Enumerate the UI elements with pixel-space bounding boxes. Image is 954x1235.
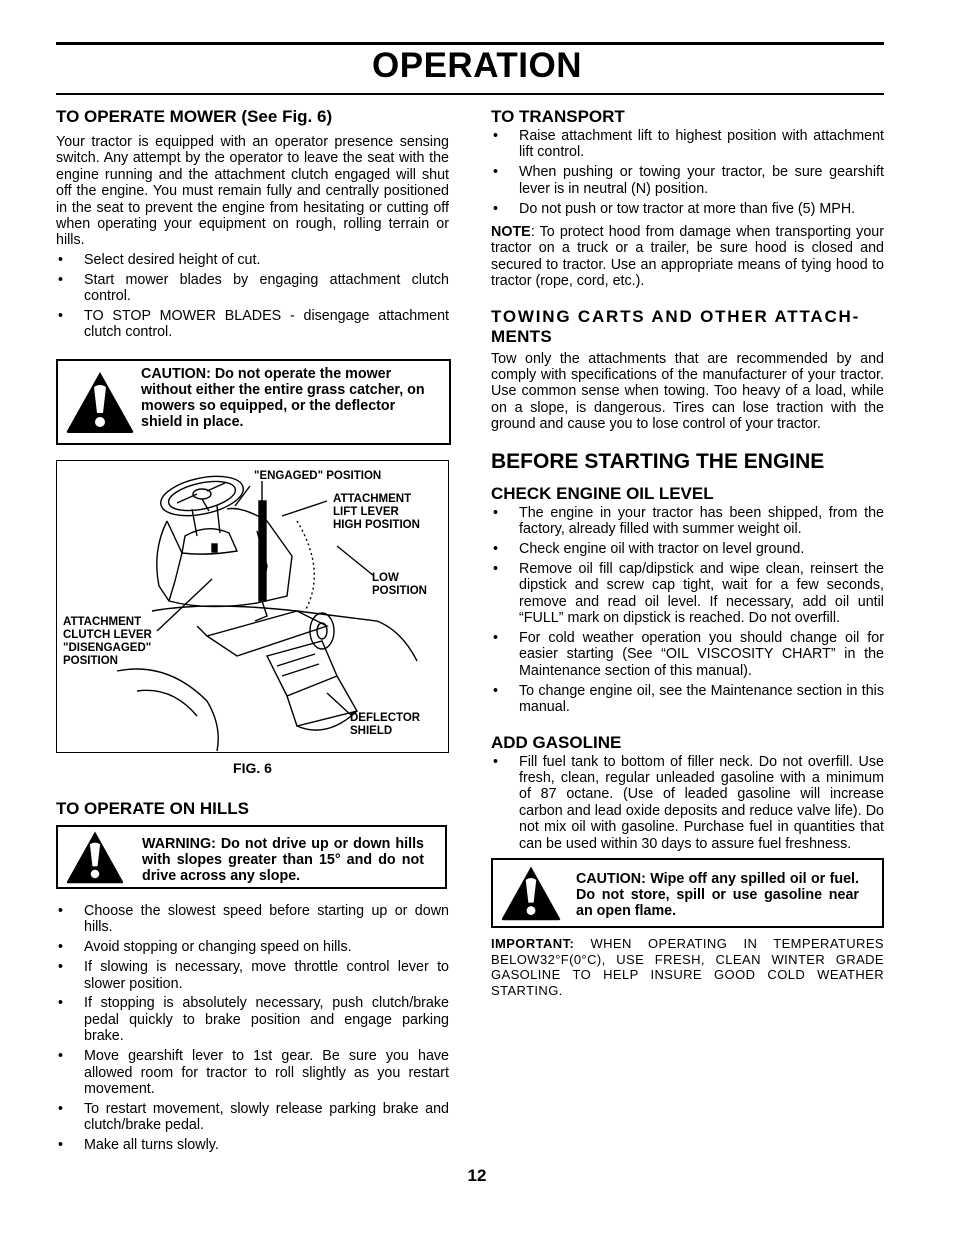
list-item: • Check engine oil with tractor on level ground. xyxy=(491,541,884,557)
label-clutch-line3: "DISENGAGED" xyxy=(63,641,152,654)
label-low-line1: LOW xyxy=(372,571,399,584)
transport-heading: TO TRANSPORT xyxy=(491,107,625,126)
page-title: OPERATION xyxy=(372,46,582,85)
operate-mower-list xyxy=(56,252,449,341)
hills-list xyxy=(56,903,449,1154)
right-column xyxy=(491,107,884,998)
towing-heading-line2: MENTS xyxy=(491,326,552,346)
operate-hills-heading: TO OPERATE ON HILLS xyxy=(56,798,249,818)
operate-mower-heading: TO OPERATE MOWER (See Fig. 6) xyxy=(56,107,333,126)
important-text: WHEN OPERATING IN TEMPERATURES BELOW32°F(0°C), USE FRESH, CLEAN WINTER GRADE GASOLINE TO HELP INSURE GOOD COLD WEATHER STARTING. xyxy=(491,936,884,998)
before-starting-heading: BEFORE STARTING THE ENGINE xyxy=(491,449,825,473)
figure-6 xyxy=(56,460,449,753)
note-text: : To protect hood from damage when transporting your tractor on a truck or a trailer, be sure hood is closed and secured to tractor. Use an appropriate means of tying hood to tractor (rope, cord, etc.). xyxy=(491,224,884,290)
caution-mower-text: CAUTION: Do not operate the mower without either the entire grass catcher, on mowers so equipped, or the deflector shield in place. xyxy=(141,365,425,430)
oil-list xyxy=(491,505,884,716)
list-item: • Fill fuel tank to bottom of filler neck. Do not overfill. Use fresh, clean, regular unleaded gasoline with a minimum of 87 octane. (Use of leaded gasoline will increase carbon and lead oxide deposits and reduce valve life). Do not mix oil with gasoline. Purchase fuel in quantities that can be used within 30 days to assure fuel freshness. xyxy=(491,754,884,852)
title-underline xyxy=(56,93,884,95)
figure-caption: FIG. 6 xyxy=(233,759,272,776)
list-item: • Do not push or tow tractor at more than five (5) MPH. xyxy=(491,201,884,217)
towing-heading-line1: TOWING CARTS AND OTHER ATTACH- xyxy=(491,306,861,326)
label-clutch-line4: POSITION xyxy=(63,654,118,667)
add-gasoline-heading: ADD GASOLINE xyxy=(491,732,622,752)
transport-list xyxy=(491,128,884,217)
list-item: • Start mower blades by engaging attachment clutch control. xyxy=(56,272,449,305)
list-item: • If stopping is absolutely necessary, push clutch/brake pedal quickly to brake position and engage parking brake. xyxy=(56,995,449,1044)
list-item: • Move gearshift lever to 1st gear. Be sure you have allowed room for tractor to roll slightly as you restart movement. xyxy=(56,1048,449,1097)
list-item: • Avoid stopping or changing speed on hills. xyxy=(56,939,449,955)
warning-hills-text: WARNING: Do not drive up or down hills with slopes greater than 15° and do not drive across any slope. xyxy=(142,835,424,884)
warning-triangle-icon xyxy=(64,829,126,885)
list-item: • TO STOP MOWER BLADES - disengage attachment clutch control. xyxy=(56,308,449,341)
label-clutch-line2: CLUTCH LEVER xyxy=(63,628,152,641)
label-deflector-line2: SHIELD xyxy=(350,724,393,737)
left-column xyxy=(56,107,449,1157)
list-item: • To change engine oil, see the Maintenance section in this manual. xyxy=(491,683,884,716)
label-lift-lever-line3: HIGH POSITION xyxy=(333,518,420,531)
warning-triangle-icon xyxy=(499,864,563,922)
list-item: • For cold weather operation you should change oil for easier starting (See “OIL VISCOSITY CHART” in the Maintenance section of this manual). xyxy=(491,630,884,679)
check-oil-heading: CHECK ENGINE OIL LEVEL xyxy=(491,483,714,503)
towing-heading xyxy=(491,307,884,347)
caution-gasoline-box xyxy=(491,858,884,928)
list-item: • Make all turns slowly. xyxy=(56,1137,449,1153)
note-label: NOTE xyxy=(491,224,531,241)
list-item: • The engine in your tractor has been shipped, from the factory, already filled with summer weight oil. xyxy=(491,505,884,538)
label-lift-lever-line2: LIFT LEVER xyxy=(333,505,399,518)
caution-gasoline-text: CAUTION: Wipe off any spilled oil or fuel. Do not store, spill or use gasoline near an open flame. xyxy=(576,871,859,919)
important-label: IMPORTANT: xyxy=(491,936,575,951)
warning-triangle-icon xyxy=(64,369,136,435)
label-low-line2: POSITION xyxy=(372,584,427,597)
list-item: • Raise attachment lift to highest position with attachment lift control. xyxy=(491,128,884,161)
list-item: • Choose the slowest speed before starting up or down hills. xyxy=(56,903,449,936)
warning-hills-box xyxy=(56,825,447,889)
list-item: • Select desired height of cut. xyxy=(56,252,449,268)
label-engaged-position: "ENGAGED" POSITION xyxy=(254,469,382,482)
gasoline-list xyxy=(491,754,884,852)
page-number: 12 xyxy=(467,1166,487,1185)
list-item: • If slowing is necessary, move throttle control lever to slower position. xyxy=(56,959,449,992)
important-note xyxy=(491,936,884,998)
caution-mower-box xyxy=(56,359,451,445)
list-item: • To restart movement, slowly release parking brake and clutch/brake pedal. xyxy=(56,1101,449,1134)
towing-body: Tow only the attachments that are recommended by and comply with specifications of the manufacturer of your tractor. Use common sense when towing. Too heavy of a load, while on a slope, is dangerous. Tires can lose traction with the ground and cause you to lose control of your tractor. xyxy=(491,350,884,433)
list-item: • Remove oil fill cap/dipstick and wipe clean, reinsert the dipstick and screw cap tight, wait for a few seconds, remove and read oil level. If necessary, add oil until “FULL” mark on dipstick is reached. Do not overfill. xyxy=(491,561,884,627)
label-clutch-line1: ATTACHMENT xyxy=(63,615,142,628)
top-rule xyxy=(56,42,884,45)
label-deflector-line1: DEFLECTOR xyxy=(350,711,421,724)
label-lift-lever-line1: ATTACHMENT xyxy=(333,492,412,505)
operate-mower-body: Your tractor is equipped with an operator presence sensing switch. Any attempt by the operator to leave the seat with the engine running and the attachment clutch engaged will shut off the engine. You must remain fully and centrally positioned in the seat to prevent the engine from hesitating or cutting off when operating your equipment on rough, rolling terrain or hills. xyxy=(56,134,449,249)
transport-note xyxy=(491,224,884,290)
list-item: • When pushing or towing your tractor, be sure gearshift lever is in neutral (N) position. xyxy=(491,164,884,197)
